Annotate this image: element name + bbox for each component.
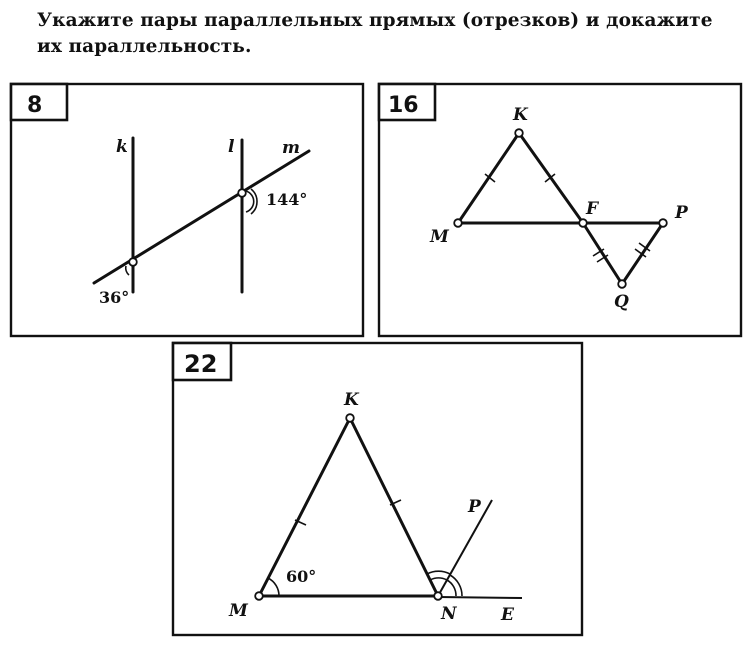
label-m: m — [282, 138, 300, 158]
ray-NP — [438, 500, 492, 596]
angle-label-60: 60° — [286, 567, 317, 586]
task-line-1: Укажите пары параллельных прямых (отрезков) и докажите — [37, 10, 713, 31]
point-K — [346, 414, 354, 422]
label-P: P — [675, 203, 688, 223]
problem-16-number: 16 — [388, 93, 419, 118]
label-E: E — [501, 605, 514, 625]
label-K: K — [344, 390, 359, 410]
label-P: P — [468, 497, 481, 517]
angle-label-144: 144° — [266, 190, 308, 209]
point-P — [659, 219, 667, 227]
label-k: k — [116, 137, 128, 157]
point-M — [255, 592, 263, 600]
label-M: M — [229, 601, 248, 621]
problem-22-number: 22 — [184, 350, 218, 378]
label-M: M — [430, 227, 449, 247]
task-line-2: их параллельность. — [37, 36, 252, 57]
angle-arc-KNP-outer — [427, 571, 450, 574]
angle-label-36: 36° — [99, 288, 130, 307]
point-M — [454, 219, 462, 227]
label-F: F — [586, 199, 599, 219]
intersection-point-l-m — [238, 189, 246, 197]
point-Q — [618, 280, 626, 288]
segment-KN — [350, 418, 438, 596]
segment-MK — [458, 133, 519, 223]
problem-22-frame — [173, 343, 582, 635]
problem-8-frame — [11, 84, 363, 336]
problem-8-number: 8 — [27, 93, 43, 118]
problem-8 — [11, 84, 363, 336]
point-K — [515, 129, 523, 137]
problem-16 — [379, 84, 741, 336]
label-l: l — [228, 137, 235, 157]
label-K: K — [513, 105, 528, 125]
label-N: N — [441, 604, 457, 624]
intersection-point-k-m — [129, 258, 137, 266]
segment-FQ — [583, 223, 622, 284]
label-Q: Q — [614, 292, 629, 312]
angle-arc-144-a — [246, 191, 254, 212]
point-N — [434, 592, 442, 600]
point-F — [579, 219, 587, 227]
angle-arc-KNP-inner — [430, 578, 447, 580]
angle-arc-60 — [268, 578, 279, 596]
ray-NE — [438, 597, 522, 598]
problem-22 — [173, 343, 582, 635]
line-m — [94, 151, 309, 283]
angle-arc-PNE-inner — [447, 580, 456, 596]
angle-arc-36 — [126, 266, 129, 275]
